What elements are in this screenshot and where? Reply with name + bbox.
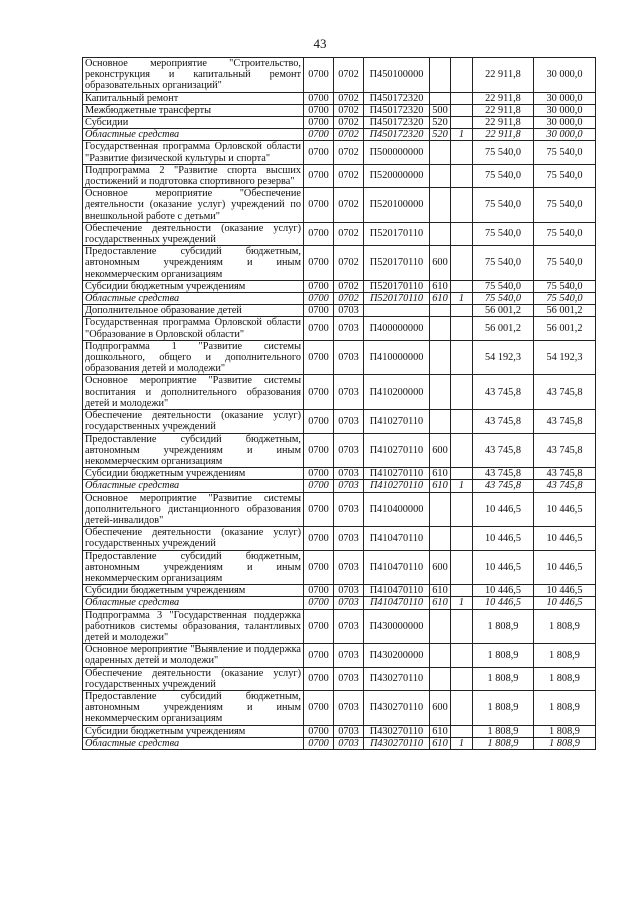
funding-source-cell: [451, 222, 473, 245]
amount-year2-cell: 30 000,0: [534, 129, 596, 141]
amount-year2-cell: 1 808,9: [534, 690, 596, 725]
target-article-cell: П520100000: [364, 188, 430, 223]
funding-source-cell: [451, 433, 473, 468]
amount-year1-cell: 10 446,5: [473, 492, 534, 527]
funding-source-cell: [451, 468, 473, 480]
target-article-cell: П410270110: [364, 410, 430, 433]
expense-type-cell: 610: [430, 280, 451, 292]
subsection-code-cell: 0703: [334, 340, 364, 375]
subsection-code-cell: 0702: [334, 222, 364, 245]
section-code-cell: 0700: [304, 492, 334, 527]
amount-year2-cell: 10 446,5: [534, 585, 596, 597]
amount-year2-cell: 54 192,3: [534, 340, 596, 375]
amount-year2-cell: 10 446,5: [534, 527, 596, 550]
table-row: [83, 725, 596, 737]
expense-type-cell: [430, 58, 451, 93]
subsection-code-cell: 0703: [334, 667, 364, 690]
funding-source-cell: [451, 340, 473, 375]
target-article-cell: П410270110: [364, 433, 430, 468]
expense-type-cell: [430, 317, 451, 340]
target-article-cell: [364, 305, 430, 317]
row-name-cell: Дополнительное образование детей: [83, 305, 304, 317]
section-code-cell: 0700: [304, 597, 334, 609]
section-code-cell: 0700: [304, 246, 334, 281]
target-article-cell: П430270110: [364, 667, 430, 690]
target-article-cell: П410470110: [364, 585, 430, 597]
target-article-cell: П410470110: [364, 597, 430, 609]
amount-year1-cell: 10 446,5: [473, 527, 534, 550]
amount-year1-cell: 56 001,2: [473, 317, 534, 340]
subsection-code-cell: 0702: [334, 141, 364, 164]
section-code-cell: 0700: [304, 129, 334, 141]
amount-year1-cell: 22 911,8: [473, 58, 534, 93]
target-article-cell: П450172320: [364, 117, 430, 129]
row-name-cell: Государственная программа Орловской области "Развитие физической культуры и спорта": [83, 141, 304, 164]
target-article-cell: П410000000: [364, 340, 430, 375]
row-name-cell: Областные средства: [83, 737, 304, 749]
target-article-cell: П450172320: [364, 104, 430, 116]
section-code-cell: 0700: [304, 667, 334, 690]
amount-year2-cell: 10 446,5: [534, 550, 596, 585]
subsection-code-cell: 0702: [334, 58, 364, 93]
expense-type-cell: [430, 375, 451, 410]
amount-year2-cell: 43 745,8: [534, 468, 596, 480]
expense-type-cell: 600: [430, 690, 451, 725]
table-row: [83, 644, 596, 667]
section-code-cell: 0700: [304, 104, 334, 116]
subsection-code-cell: 0703: [334, 527, 364, 550]
table-row: [83, 480, 596, 492]
expense-type-cell: [430, 141, 451, 164]
row-name-cell: Обеспечение деятельности (оказание услуг) государственных учреждений: [83, 527, 304, 550]
section-code-cell: 0700: [304, 305, 334, 317]
amount-year2-cell: 75 540,0: [534, 293, 596, 305]
expense-type-cell: 610: [430, 597, 451, 609]
section-code-cell: 0700: [304, 644, 334, 667]
target-article-cell: П520170110: [364, 293, 430, 305]
table-row: [83, 527, 596, 550]
target-article-cell: П520000000: [364, 164, 430, 187]
table-row: [83, 164, 596, 187]
subsection-code-cell: 0703: [334, 433, 364, 468]
subsection-code-cell: 0702: [334, 293, 364, 305]
table-row: [83, 129, 596, 141]
row-name-cell: Областные средства: [83, 597, 304, 609]
subsection-code-cell: 0703: [334, 375, 364, 410]
row-name-cell: Основное мероприятие "Развитие системы воспитания и дополнительного образования детей и молодежи": [83, 375, 304, 410]
amount-year1-cell: 56 001,2: [473, 305, 534, 317]
row-name-cell: Субсидии бюджетным учреждениям: [83, 585, 304, 597]
target-article-cell: П450172320: [364, 129, 430, 141]
subsection-code-cell: 0702: [334, 92, 364, 104]
row-name-cell: Подпрограмма 1 "Развитие системы дошкольного, общего и дополнительного образования детей и молодежи": [83, 340, 304, 375]
amount-year1-cell: 43 745,8: [473, 480, 534, 492]
section-code-cell: 0700: [304, 410, 334, 433]
target-article-cell: П430000000: [364, 609, 430, 644]
row-name-cell: Обеспечение деятельности (оказание услуг) государственных учреждений: [83, 667, 304, 690]
amount-year2-cell: 75 540,0: [534, 164, 596, 187]
expense-type-cell: 500: [430, 104, 451, 116]
amount-year2-cell: 10 446,5: [534, 492, 596, 527]
target-article-cell: П430270110: [364, 690, 430, 725]
target-article-cell: П410200000: [364, 375, 430, 410]
amount-year2-cell: 30 000,0: [534, 117, 596, 129]
funding-source-cell: [451, 690, 473, 725]
subsection-code-cell: 0703: [334, 690, 364, 725]
funding-source-cell: [451, 92, 473, 104]
target-article-cell: П430200000: [364, 644, 430, 667]
expense-type-cell: 610: [430, 480, 451, 492]
section-code-cell: 0700: [304, 117, 334, 129]
amount-year1-cell: 10 446,5: [473, 597, 534, 609]
subsection-code-cell: 0703: [334, 492, 364, 527]
funding-source-cell: [451, 667, 473, 690]
target-article-cell: П520170110: [364, 222, 430, 245]
funding-source-cell: [451, 644, 473, 667]
amount-year1-cell: 43 745,8: [473, 433, 534, 468]
target-article-cell: П500000000: [364, 141, 430, 164]
row-name-cell: Обеспечение деятельности (оказание услуг) государственных учреждений: [83, 222, 304, 245]
subsection-code-cell: 0703: [334, 609, 364, 644]
section-code-cell: 0700: [304, 222, 334, 245]
target-article-cell: П410270110: [364, 468, 430, 480]
row-name-cell: Субсидии: [83, 117, 304, 129]
amount-year1-cell: 1 808,9: [473, 609, 534, 644]
subsection-code-cell: 0702: [334, 164, 364, 187]
amount-year1-cell: 75 540,0: [473, 280, 534, 292]
amount-year1-cell: 1 808,9: [473, 667, 534, 690]
amount-year2-cell: 30 000,0: [534, 58, 596, 93]
expense-type-cell: 610: [430, 737, 451, 749]
amount-year2-cell: 1 808,9: [534, 609, 596, 644]
table-row: [83, 141, 596, 164]
row-name-cell: Предоставление субсидий бюджетным, автономным учреждениям и иным некоммерческим организациям: [83, 246, 304, 281]
subsection-code-cell: 0702: [334, 117, 364, 129]
section-code-cell: 0700: [304, 141, 334, 164]
funding-source-cell: [451, 164, 473, 187]
amount-year2-cell: 30 000,0: [534, 104, 596, 116]
subsection-code-cell: 0703: [334, 737, 364, 749]
page-number: 43: [313, 36, 327, 51]
row-name-cell: Основное мероприятие "Строительство, реконструкция и капитальный ремонт образовательных организаций": [83, 58, 304, 93]
subsection-code-cell: 0703: [334, 725, 364, 737]
table-row: [83, 597, 596, 609]
row-name-cell: Областные средства: [83, 293, 304, 305]
section-code-cell: 0700: [304, 317, 334, 340]
section-code-cell: 0700: [304, 164, 334, 187]
amount-year1-cell: 43 745,8: [473, 375, 534, 410]
funding-source-cell: [451, 104, 473, 116]
section-code-cell: 0700: [304, 480, 334, 492]
row-name-cell: Подпрограмма 3 "Государственная поддержка работников системы образования, талантливых детей и молодежи": [83, 609, 304, 644]
subsection-code-cell: 0702: [334, 188, 364, 223]
funding-source-cell: [451, 725, 473, 737]
funding-source-cell: [451, 609, 473, 644]
subsection-code-cell: 0702: [334, 280, 364, 292]
table-row: [83, 104, 596, 116]
section-code-cell: 0700: [304, 527, 334, 550]
table-row: [83, 117, 596, 129]
table-row: [83, 222, 596, 245]
section-code-cell: 0700: [304, 609, 334, 644]
table-row: [83, 188, 596, 223]
amount-year2-cell: 43 745,8: [534, 410, 596, 433]
section-code-cell: 0700: [304, 92, 334, 104]
row-name-cell: Подпрограмма 2 "Развитие спорта высших достижений и подготовка спортивного резерва": [83, 164, 304, 187]
expense-type-cell: [430, 667, 451, 690]
target-article-cell: П520170110: [364, 280, 430, 292]
target-article-cell: П410270110: [364, 480, 430, 492]
row-name-cell: Межбюджетные трансферты: [83, 104, 304, 116]
row-name-cell: Капитальный ремонт: [83, 92, 304, 104]
amount-year1-cell: 75 540,0: [473, 141, 534, 164]
table-row: [83, 340, 596, 375]
expense-type-cell: 610: [430, 585, 451, 597]
subsection-code-cell: 0703: [334, 597, 364, 609]
funding-source-cell: 1: [451, 129, 473, 141]
section-code-cell: 0700: [304, 690, 334, 725]
expense-type-cell: [430, 222, 451, 245]
section-code-cell: 0700: [304, 340, 334, 375]
expense-type-cell: 610: [430, 725, 451, 737]
amount-year1-cell: 75 540,0: [473, 246, 534, 281]
subsection-code-cell: 0702: [334, 104, 364, 116]
funding-source-cell: 1: [451, 597, 473, 609]
amount-year2-cell: 43 745,8: [534, 375, 596, 410]
expense-type-cell: 600: [430, 550, 451, 585]
section-code-cell: 0700: [304, 58, 334, 93]
funding-source-cell: [451, 527, 473, 550]
table-row: [83, 246, 596, 281]
subsection-code-cell: 0703: [334, 585, 364, 597]
expense-type-cell: 520: [430, 129, 451, 141]
target-article-cell: П520170110: [364, 246, 430, 281]
amount-year2-cell: 75 540,0: [534, 141, 596, 164]
amount-year2-cell: 56 001,2: [534, 317, 596, 340]
section-code-cell: 0700: [304, 280, 334, 292]
row-name-cell: Областные средства: [83, 480, 304, 492]
amount-year1-cell: 75 540,0: [473, 188, 534, 223]
funding-source-cell: [451, 410, 473, 433]
subsection-code-cell: 0703: [334, 480, 364, 492]
subsection-code-cell: 0703: [334, 550, 364, 585]
amount-year1-cell: 43 745,8: [473, 410, 534, 433]
amount-year1-cell: 43 745,8: [473, 468, 534, 480]
expense-type-cell: 600: [430, 433, 451, 468]
subsection-code-cell: 0703: [334, 468, 364, 480]
expense-type-cell: [430, 305, 451, 317]
table-row: [83, 293, 596, 305]
funding-source-cell: [451, 141, 473, 164]
table-row: [83, 375, 596, 410]
amount-year2-cell: 1 808,9: [534, 725, 596, 737]
amount-year2-cell: 10 446,5: [534, 597, 596, 609]
subsection-code-cell: 0703: [334, 644, 364, 667]
section-code-cell: 0700: [304, 550, 334, 585]
funding-source-cell: [451, 585, 473, 597]
target-article-cell: П410470110: [364, 527, 430, 550]
subsection-code-cell: 0703: [334, 410, 364, 433]
table-row: [83, 690, 596, 725]
target-article-cell: П450100000: [364, 58, 430, 93]
funding-source-cell: [451, 117, 473, 129]
target-article-cell: П410400000: [364, 492, 430, 527]
row-name-cell: Основное мероприятие "Развитие системы дополнительного дистанционного образования детей-инвалидов": [83, 492, 304, 527]
table-row: [83, 667, 596, 690]
section-code-cell: 0700: [304, 375, 334, 410]
amount-year1-cell: 22 911,8: [473, 92, 534, 104]
expense-type-cell: [430, 164, 451, 187]
target-article-cell: П410470110: [364, 550, 430, 585]
expense-type-cell: [430, 92, 451, 104]
table-row: [83, 280, 596, 292]
subsection-code-cell: 0702: [334, 129, 364, 141]
expense-type-cell: [430, 492, 451, 527]
table-row: [83, 492, 596, 527]
amount-year2-cell: 75 540,0: [534, 246, 596, 281]
row-name-cell: Обеспечение деятельности (оказание услуг) государственных учреждений: [83, 410, 304, 433]
expense-type-cell: 520: [430, 117, 451, 129]
expense-type-cell: 610: [430, 468, 451, 480]
amount-year2-cell: 1 808,9: [534, 644, 596, 667]
section-code-cell: 0700: [304, 585, 334, 597]
expense-type-cell: 600: [430, 246, 451, 281]
funding-source-cell: 1: [451, 737, 473, 749]
table-row: [83, 58, 596, 93]
funding-source-cell: [451, 492, 473, 527]
expense-type-cell: [430, 527, 451, 550]
table-row: [83, 433, 596, 468]
table-row: [83, 92, 596, 104]
expense-type-cell: [430, 188, 451, 223]
row-name-cell: Основное мероприятие "Выявление и поддержка одаренных детей и молодежи": [83, 644, 304, 667]
amount-year2-cell: 43 745,8: [534, 433, 596, 468]
funding-source-cell: [451, 317, 473, 340]
table-row: [83, 737, 596, 749]
table-row: [83, 317, 596, 340]
amount-year1-cell: 10 446,5: [473, 550, 534, 585]
expense-type-cell: [430, 609, 451, 644]
budget-table: [82, 57, 596, 750]
row-name-cell: Основное мероприятие "Обеспечение деятельности (оказание услуг) учреждений по внешкольной работе с детьми": [83, 188, 304, 223]
amount-year1-cell: 22 911,8: [473, 129, 534, 141]
amount-year2-cell: 1 808,9: [534, 737, 596, 749]
amount-year2-cell: 75 540,0: [534, 188, 596, 223]
section-code-cell: 0700: [304, 293, 334, 305]
amount-year2-cell: 43 745,8: [534, 480, 596, 492]
section-code-cell: 0700: [304, 433, 334, 468]
amount-year1-cell: 22 911,8: [473, 104, 534, 116]
section-code-cell: 0700: [304, 468, 334, 480]
row-name-cell: Субсидии бюджетным учреждениям: [83, 280, 304, 292]
funding-source-cell: 1: [451, 293, 473, 305]
funding-source-cell: [451, 375, 473, 410]
amount-year1-cell: 22 911,8: [473, 117, 534, 129]
amount-year1-cell: 1 808,9: [473, 690, 534, 725]
table-body: [83, 58, 596, 750]
target-article-cell: П400000000: [364, 317, 430, 340]
funding-source-cell: [451, 188, 473, 223]
table-row: [83, 305, 596, 317]
table-row: [83, 585, 596, 597]
expense-type-cell: [430, 340, 451, 375]
table-row: [83, 410, 596, 433]
funding-source-cell: 1: [451, 480, 473, 492]
row-name-cell: Областные средства: [83, 129, 304, 141]
row-name-cell: Государственная программа Орловской области "Образование в Орловской области": [83, 317, 304, 340]
funding-source-cell: [451, 58, 473, 93]
amount-year2-cell: 1 808,9: [534, 667, 596, 690]
amount-year2-cell: 30 000,0: [534, 92, 596, 104]
subsection-code-cell: 0703: [334, 317, 364, 340]
target-article-cell: П450172320: [364, 92, 430, 104]
subsection-code-cell: 0703: [334, 305, 364, 317]
amount-year1-cell: 75 540,0: [473, 293, 534, 305]
table-row: [83, 468, 596, 480]
table-row: [83, 550, 596, 585]
amount-year2-cell: 75 540,0: [534, 280, 596, 292]
section-code-cell: 0700: [304, 737, 334, 749]
amount-year1-cell: 54 192,3: [473, 340, 534, 375]
target-article-cell: П430270110: [364, 737, 430, 749]
amount-year1-cell: 10 446,5: [473, 585, 534, 597]
row-name-cell: Субсидии бюджетным учреждениям: [83, 468, 304, 480]
subsection-code-cell: 0702: [334, 246, 364, 281]
amount-year1-cell: 1 808,9: [473, 737, 534, 749]
row-name-cell: Предоставление субсидий бюджетным, автономным учреждениям и иным некоммерческим организациям: [83, 550, 304, 585]
row-name-cell: Предоставление субсидий бюджетным, автономным учреждениям и иным некоммерческим организациям: [83, 690, 304, 725]
funding-source-cell: [451, 305, 473, 317]
amount-year1-cell: 75 540,0: [473, 164, 534, 187]
expense-type-cell: 610: [430, 293, 451, 305]
target-article-cell: П430270110: [364, 725, 430, 737]
section-code-cell: 0700: [304, 188, 334, 223]
amount-year2-cell: 75 540,0: [534, 222, 596, 245]
row-name-cell: Субсидии бюджетным учреждениям: [83, 725, 304, 737]
amount-year1-cell: 1 808,9: [473, 725, 534, 737]
expense-type-cell: [430, 644, 451, 667]
section-code-cell: 0700: [304, 725, 334, 737]
amount-year1-cell: 1 808,9: [473, 644, 534, 667]
table-row: [83, 609, 596, 644]
funding-source-cell: [451, 550, 473, 585]
amount-year1-cell: 75 540,0: [473, 222, 534, 245]
expense-type-cell: [430, 410, 451, 433]
funding-source-cell: [451, 246, 473, 281]
row-name-cell: Предоставление субсидий бюджетным, автономным учреждениям и иным некоммерческим организациям: [83, 433, 304, 468]
funding-source-cell: [451, 280, 473, 292]
amount-year2-cell: 56 001,2: [534, 305, 596, 317]
